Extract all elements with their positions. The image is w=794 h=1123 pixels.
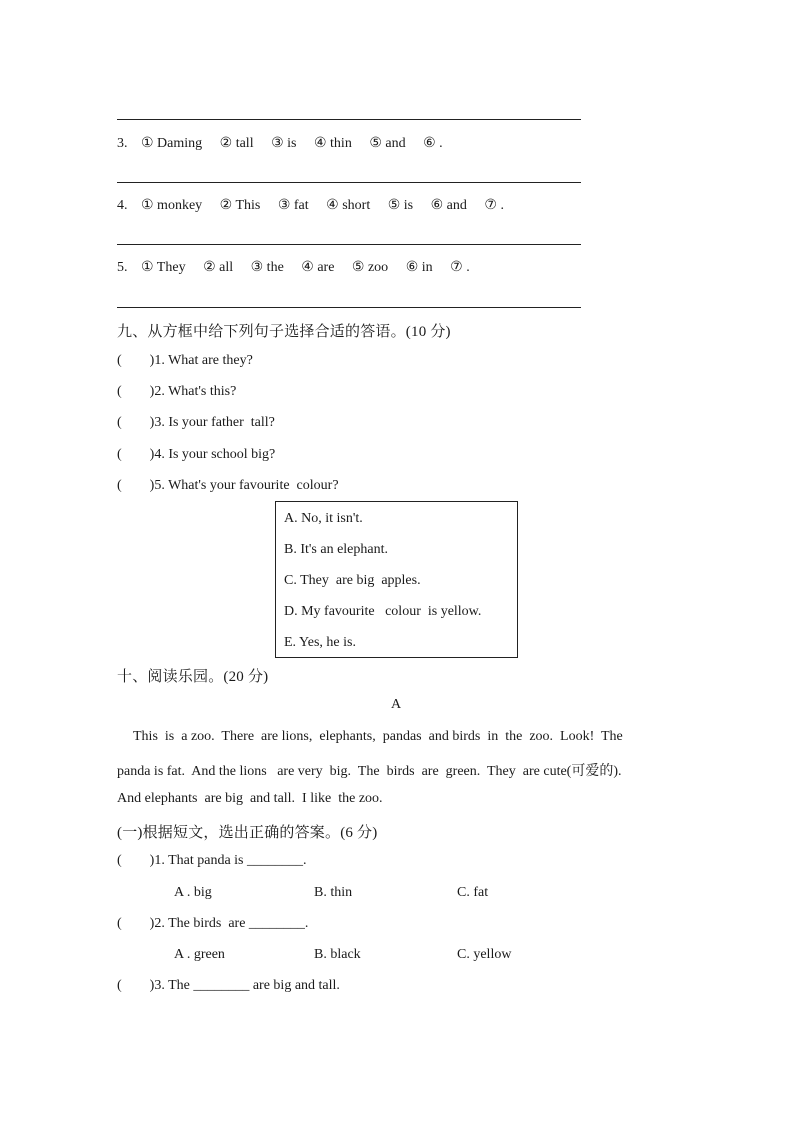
section-10-heading: 十、阅读乐园。(20 分)	[117, 669, 269, 685]
word-token: ⑦ .	[484, 198, 504, 213]
match-question-4[interactable]: ( )4. Is your school big?	[117, 447, 276, 462]
choice-2a[interactable]: A . green	[174, 947, 225, 962]
answer-line-2[interactable]	[117, 119, 581, 120]
word-token: ⑤ and	[369, 136, 406, 151]
answer-options-box	[275, 501, 518, 658]
answer-line-3[interactable]	[117, 182, 581, 183]
word-token: ① monkey	[141, 198, 203, 213]
option-b: B. It's an elephant.	[284, 542, 388, 557]
option-a: A. No, it isn't.	[284, 511, 363, 526]
word-token: ③ fat	[277, 198, 309, 213]
passage-line-1: This is a zoo. There are lions, elephants, pandas and birds in the zoo. Look! The	[133, 729, 623, 744]
word-token: ④ short	[326, 198, 371, 213]
passage-line-2: panda is fat. And the lions are very big. The birds are green. They are cute(可爱的).	[117, 764, 622, 779]
word-token: ④ thin	[313, 136, 352, 151]
answer-line-4[interactable]	[117, 244, 581, 245]
match-question-2[interactable]: ( )2. What's this?	[117, 384, 237, 399]
subsection-heading: (一)根据短文，选出正确的答案。(6 分)	[117, 825, 378, 841]
passage-label: A	[391, 697, 402, 712]
match-question-5[interactable]: ( )5. What's your favourite colour?	[117, 478, 339, 493]
reading-question-1[interactable]: ( )1. That panda is ________.	[117, 853, 307, 868]
choice-2c[interactable]: C. yellow	[457, 947, 512, 962]
word-token: ③ the	[250, 260, 284, 275]
sentence-row-4: 4. ① monkey ② This ③ fat ④ short ⑤ is ⑥ and ⑦ .	[117, 198, 504, 213]
word-token: ① They	[141, 260, 186, 275]
answer-line-5[interactable]	[117, 307, 581, 308]
word-token: ① Daming	[141, 136, 203, 151]
option-c: C. They are big apples.	[284, 573, 421, 588]
word-token: ② This	[219, 198, 261, 213]
word-token: ⑥ and	[430, 198, 467, 213]
choice-1c[interactable]: C. fat	[457, 885, 489, 900]
reading-question-2[interactable]: ( )2. The birds are ________.	[117, 916, 309, 931]
word-token: ② all	[203, 260, 234, 275]
sentence-row-5: 5. ① They ② all ③ the ④ are ⑤ zoo ⑥ in ⑦ .	[117, 260, 470, 275]
word-token: ⑤ zoo	[351, 260, 389, 275]
section-9-heading: 九、从方框中给下列句子选择合适的答语。(10 分)	[117, 324, 451, 340]
option-e: E. Yes, he is.	[284, 635, 356, 650]
choice-2b[interactable]: B. black	[314, 947, 361, 962]
word-token: ⑤ is	[387, 198, 414, 213]
choice-1b[interactable]: B. thin	[314, 885, 353, 900]
word-token: ⑦ .	[450, 260, 470, 275]
word-token: ③ is	[271, 136, 297, 151]
word-token: ④ are	[301, 260, 335, 275]
match-question-1[interactable]: ( )1. What are they?	[117, 353, 253, 368]
word-token: ② tall	[219, 136, 254, 151]
passage-line-3: And elephants are big and tall. I like the zoo.	[117, 791, 383, 806]
sentence-row-3: 3. ① Daming ② tall ③ is ④ thin ⑤ and ⑥ .	[117, 136, 443, 151]
word-token: ⑥ in	[405, 260, 433, 275]
option-d: D. My favourite colour is yellow.	[284, 604, 482, 619]
match-question-3[interactable]: ( )3. Is your father tall?	[117, 415, 275, 430]
word-token: ⑥ .	[423, 136, 443, 151]
choice-1a[interactable]: A . big	[174, 885, 212, 900]
reading-question-3[interactable]: ( )3. The ________ are big and tall.	[117, 978, 340, 993]
